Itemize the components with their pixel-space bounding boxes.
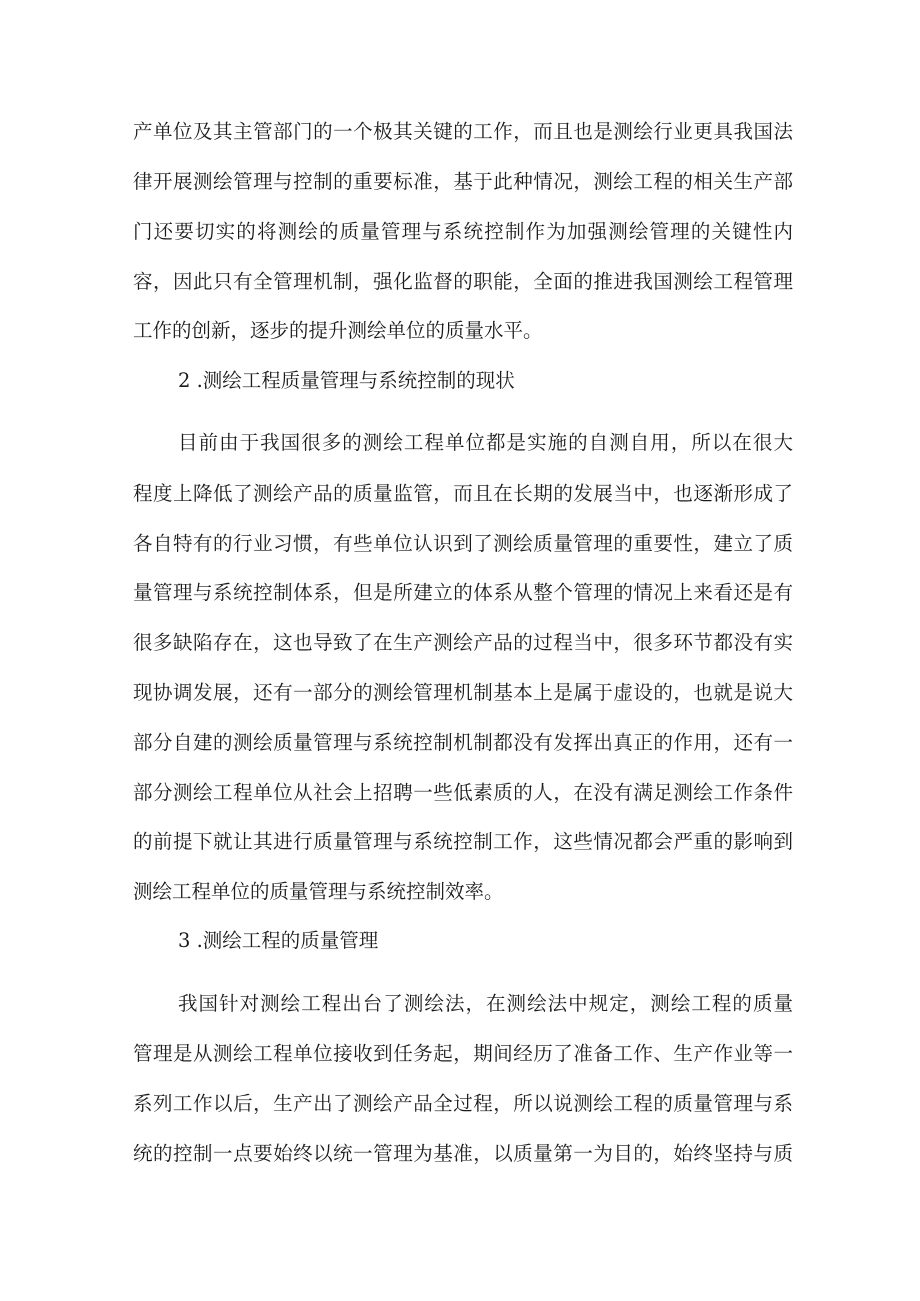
paragraph-2-line-3: 各自特有的行业习惯，有些单位认识到了测绘质量管理的重要性，建立了质: [133, 532, 793, 555]
section-heading-2: 2 .测绘工程质量管理与系统控制的现状: [178, 369, 515, 392]
paragraph-3-line-4: 统的控制一点要始终以统一管理为基准，以质量第一为目的，始终坚持与质: [133, 1142, 793, 1165]
paragraph-1-line-4: 容，因此只有全管理机制，强化监督的职能，全面的推进我国测绘工程管理: [133, 270, 793, 293]
paragraph-3-line-1: 我国针对测绘工程出台了测绘法，在测绘法中规定，测绘工程的质量: [178, 992, 793, 1015]
paragraph-1-line-1: 产单位及其主管部门的一个极其关键的工作，而且也是测绘行业更具我国法: [133, 120, 793, 143]
paragraph-2-line-7: 部分自建的测绘质量管理与系统控制机制都没有发挥出真正的作用，还有一: [133, 731, 793, 754]
paragraph-3-line-2: 管理是从测绘工程单位接收到任务起，期间经历了准备工作、生产作业等一: [133, 1042, 793, 1065]
paragraph-2-line-5: 很多缺陷存在，这也导致了在生产测绘产品的过程当中，很多环节都没有实: [133, 631, 793, 654]
paragraph-2-line-9: 的前提下就让其进行质量管理与系统控制工作，这些情况都会严重的影响到: [133, 830, 793, 853]
paragraph-2-line-6: 现协调发展，还有一部分的测绘管理机制基本上是属于虚设的，也就是说大: [133, 681, 793, 704]
paragraph-2-line-8: 部分测绘工程单位从社会上招聘一些低素质的人，在没有满足测绘工作条件: [133, 781, 793, 804]
paragraph-1-line-5: 工作的创新，逐步的提升测绘单位的质量水平。: [133, 319, 543, 342]
paragraph-3-line-3: 系列工作以后，生产出了测绘产品全过程，所以说测绘工程的质量管理与系: [133, 1092, 793, 1115]
paragraph-2-line-4: 量管理与系统控制体系，但是所建立的体系从整个管理的情况上来看还是有: [133, 581, 793, 604]
paragraph-2-line-1: 目前由于我国很多的测绘工程单位都是实施的自测自用，所以在很大: [178, 431, 793, 454]
paragraph-2-line-10: 测绘工程单位的质量管理与系统控制效率。: [133, 880, 504, 903]
paragraph-2-line-2: 程度上降低了测绘产品的质量监管，而且在长期的发展当中，也逐渐形成了: [133, 482, 793, 505]
paragraph-1-line-2: 律开展测绘管理与控制的重要标准，基于此种情况，测绘工程的相关生产部: [133, 170, 793, 193]
section-heading-3: 3 .测绘工程的质量管理: [178, 929, 379, 952]
paragraph-1-line-3: 门还要切实的将测绘的质量管理与系统控制作为加强测绘管理的关键性内: [133, 220, 793, 243]
